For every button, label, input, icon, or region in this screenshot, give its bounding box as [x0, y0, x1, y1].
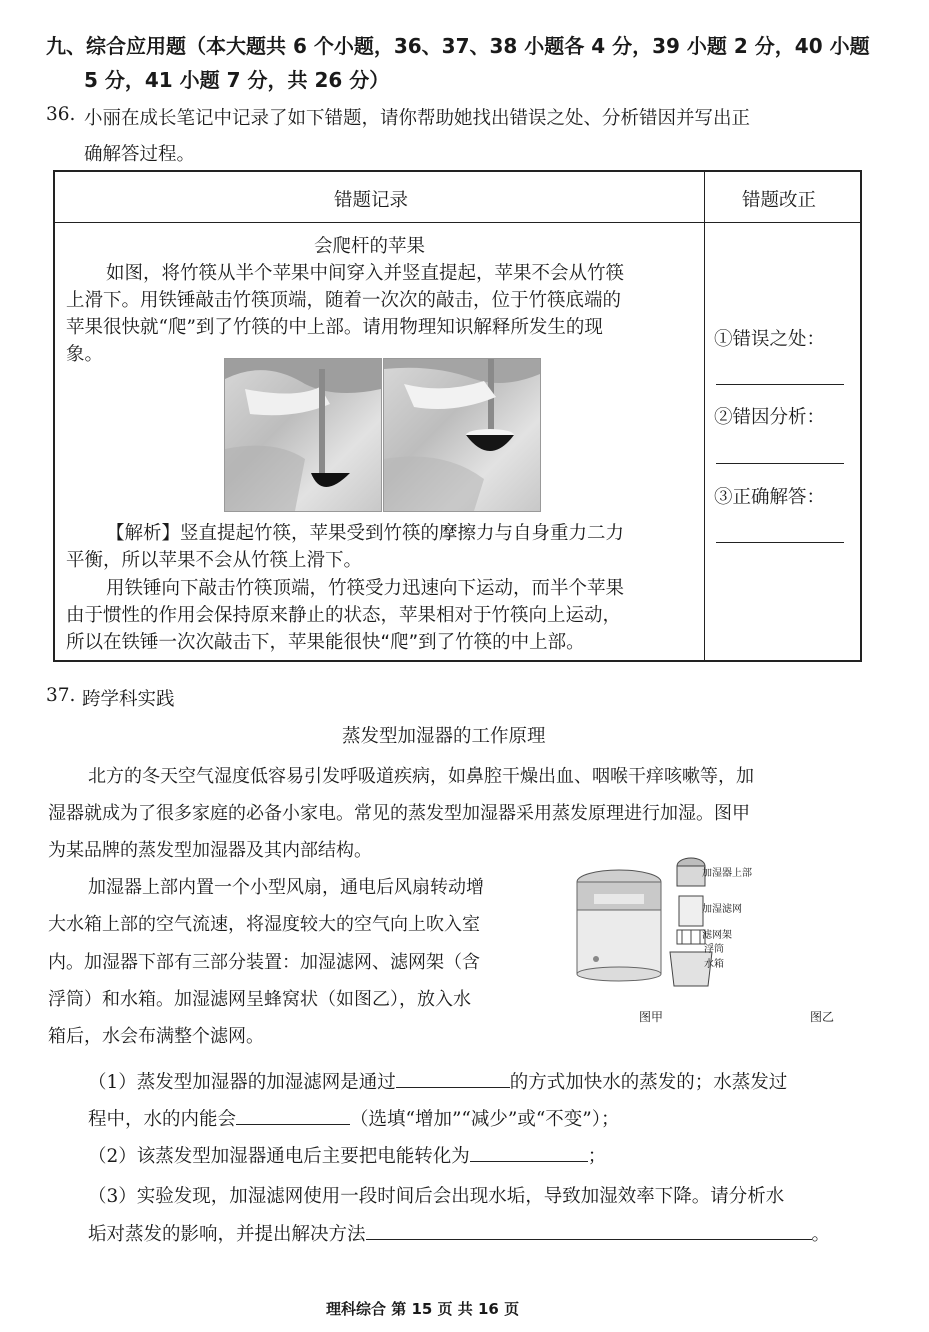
figure-caption-b: 图乙 [810, 1010, 835, 1024]
sub1-blank-1[interactable] [396, 1069, 510, 1088]
problem-line-1: 如图，将竹筷从半个苹果中间穿入并竖直提起，苹果不会从竹筷 [106, 263, 625, 284]
correction-item-cause-analysis: ②错因分析： [714, 407, 826, 428]
sub2-line [88, 1142, 606, 1168]
q37-number: 37. [46, 685, 76, 706]
apple-photo-before [224, 358, 382, 512]
sub3-text-end: 。 [811, 1224, 831, 1245]
answer-line-1[interactable] [716, 384, 844, 385]
analysis-line-5: 所以在铁锤一次次敲击下，苹果能很快“爬”到了竹筷的中上部。 [66, 632, 585, 653]
sub1-text-b: 的方式加快水的蒸发的；水蒸发过 [509, 1072, 788, 1093]
figure-label-filter: 加湿滤网 [702, 904, 742, 915]
table-header-record: 错题记录 [334, 190, 409, 211]
para1-line-3: 为某品牌的蒸发型加湿器及其内部结构。 [48, 840, 372, 861]
para2-line-2: 大水箱上部的空气流速，将湿度较大的空气向上吹入室 [48, 914, 480, 935]
q36-stem-line1: 小丽在成长笔记中记录了如下错题，请你帮助她找出错误之处、分析错因并写出正 [84, 108, 751, 129]
q36-number: 36. [46, 104, 76, 125]
sub2-text-a: （2）该蒸发型加湿器通电后主要把电能转化为 [88, 1146, 470, 1167]
sub1-line2 [88, 1105, 620, 1131]
sub3-line2 [88, 1220, 830, 1246]
sub3-blank[interactable] [366, 1221, 812, 1240]
para2-line-3: 内。加湿器下部有三部分装置：加湿滤网、滤网架（含 [48, 952, 480, 973]
sub2-text-b: ； [587, 1146, 607, 1167]
page-footer: 理科综合 第 15 页 共 16 页 [326, 1300, 520, 1318]
para2-line-5: 箱后，水会布满整个滤网。 [48, 1026, 264, 1047]
sub1-text-a: （1）蒸发型加湿器的加湿滤网是通过 [88, 1072, 396, 1093]
sub3-text-b: 垢对蒸发的影响，并提出解决方法 [88, 1224, 366, 1245]
figure-humidifier-exterior [574, 864, 664, 984]
problem-line-4: 象。 [66, 344, 104, 365]
answer-line-3[interactable] [716, 542, 844, 543]
table-divider-vertical [704, 172, 705, 660]
problem-line-3: 苹果很快就“爬”到了竹筷的中上部。请用物理知识解释所发生的现 [66, 317, 603, 338]
section-heading-line2: 5 分，41 小题 7 分，共 26 分） [84, 68, 390, 92]
correction-item-error-location: ①错误之处： [714, 329, 826, 350]
analysis-line-4: 由于惯性的作用会保持原来静止的状态，苹果相对于竹筷向上运动， [66, 605, 622, 626]
figure-label-float: 浮筒 [704, 944, 724, 955]
section-heading-line1: 九、综合应用题（本大题共 6 个小题，36、37、38 小题各 4 分，39 小题 2 分，40 小题 [46, 34, 870, 58]
table-divider-horizontal [55, 222, 860, 223]
answer-line-2[interactable] [716, 463, 844, 464]
analysis-line-2: 平衡，所以苹果不会从竹筷上滑下。 [66, 550, 363, 571]
article-title: 蒸发型加湿器的工作原理 [342, 726, 546, 747]
sub1-blank-2[interactable] [236, 1106, 350, 1125]
problem-line-2: 上滑下。用铁锤敲击竹筷顶端，随着一次次的敲击，位于竹筷底端的 [66, 290, 622, 311]
sub1-text-d: （选填“增加”“减少”或“不变”）； [350, 1109, 620, 1130]
table-header-correction: 错题改正 [742, 190, 817, 211]
analysis-line-3: 用铁锤向下敲击竹筷顶端，竹筷受力迅速向下运动，而半个苹果 [106, 578, 625, 599]
figure-label-top: 加湿器上部 [702, 868, 752, 879]
figure-label-rack: 滤网架 [702, 930, 732, 941]
sub1-text-c: 程中，水的内能会 [88, 1109, 237, 1130]
q37-title: 跨学科实践 [82, 689, 175, 710]
para2-line-1: 加湿器上部内置一个小型风扇，通电后风扇转动增 [88, 877, 484, 898]
correction-item-correct-answer: ③正确解答： [714, 487, 826, 508]
analysis-line-1: 【解析】竖直提起竹筷，苹果受到竹筷的摩擦力与自身重力二力 [106, 523, 625, 544]
figure-caption-a: 图甲 [639, 1010, 664, 1024]
q36-stem-line2: 确解答过程。 [84, 144, 196, 165]
sub1-line1 [88, 1068, 787, 1094]
sub2-blank[interactable] [470, 1143, 588, 1162]
figure-label-tank: 水箱 [704, 959, 724, 970]
sub3-line1: （3）实验发现，加湿滤网使用一段时间后会出现水垢，导致加湿效率下降。请分析水 [88, 1186, 785, 1207]
problem-title: 会爬杆的苹果 [314, 236, 426, 257]
para1-line-1: 北方的冬天空气湿度低容易引发呼吸道疾病，如鼻腔干燥出血、咽喉干痒咳嗽等，加 [88, 766, 754, 787]
apple-photo-after [383, 358, 541, 512]
para2-line-4: 浮筒）和水箱。加湿滤网呈蜂窝状（如图乙），放入水 [48, 989, 471, 1010]
para1-line-2: 湿器就成为了很多家庭的必备小家电。常见的蒸发型加湿器采用蒸发原理进行加湿。图甲 [48, 803, 750, 824]
